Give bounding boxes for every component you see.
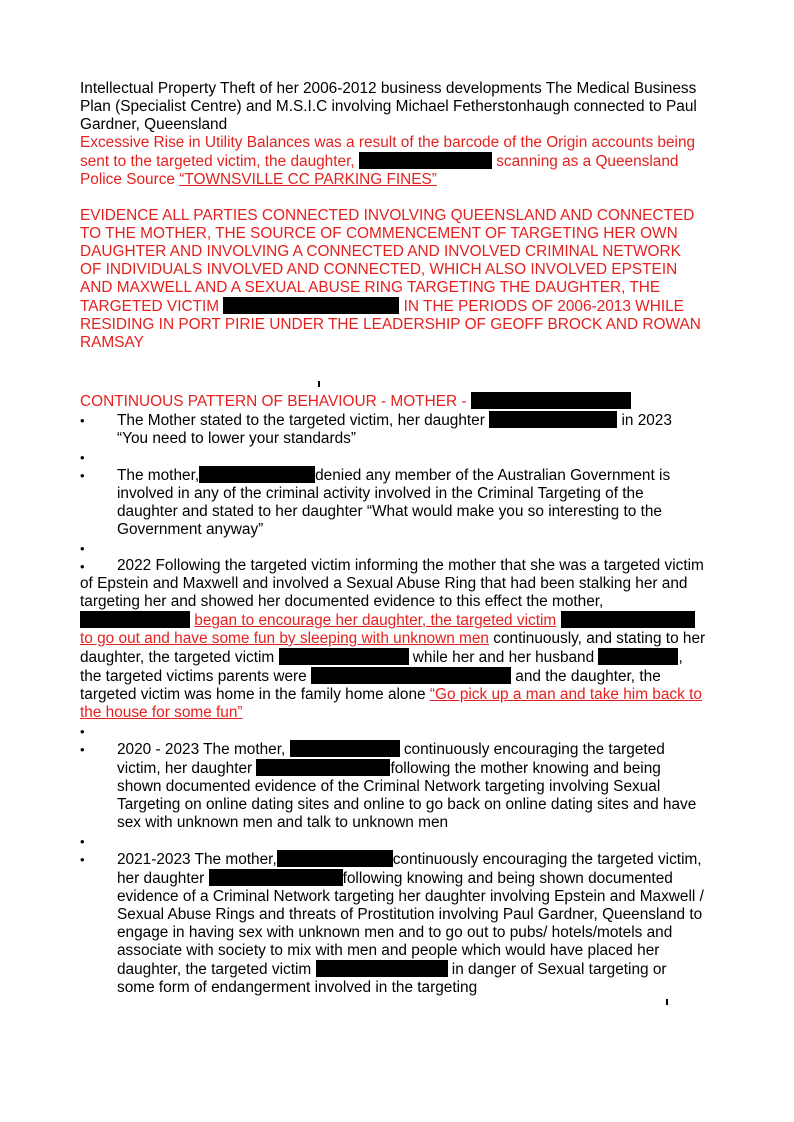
bullet3-text-f: , the targeted victims parents were	[80, 649, 683, 685]
redaction-box	[561, 611, 695, 628]
list-item	[80, 740, 706, 832]
list-item	[80, 466, 706, 539]
intro-heading: Intellectual Property Theft of her 2006-2012 business developments The Medical Business Plan (Specialist Centre) and M.S.I.C involving Michael Fetherstonhaugh connected to Paul Gardner, Queensland	[80, 80, 697, 133]
bullet5-text-c: following knowing and being shown documented evidence of a Criminal Network targeting her daughter involving Epstein and Maxwell / Sexual Abuse Rings and threats of Prostitution involving Paul Gardner, Queensland to engage in having sex with unknown men and to go out to pubs/ hotels/motels and associate with society to mix with men and people which would have placed her daughter, the targeted victim	[117, 870, 704, 978]
redaction-box	[199, 466, 315, 483]
bullet3-text-d: continuously, and stating to her daughter, the targeted victim	[80, 630, 706, 666]
redaction-box	[290, 740, 400, 757]
redaction-box	[359, 152, 492, 169]
bullet4-text-b: continuously encouraging the targeted victim, her daughter	[117, 741, 665, 777]
bullet3-text-b: began to encourage her daughter, the targeted victim	[194, 612, 557, 629]
redaction-box	[256, 759, 390, 776]
bullet1-text-a: The Mother stated to the targeted victim, her daughter	[117, 412, 485, 429]
redaction-box	[598, 648, 678, 665]
bullet2-text-b: denied any member of the Australian Government is involved in any of the criminal activity involved in the Criminal Targeting of the daughter and stated to her daughter “What would make you so interesting to the Government anyway”	[117, 467, 671, 538]
list-item	[80, 557, 706, 722]
evidence-text-b: IN THE PERIODS OF 2006-2013 WHILE RESIDING IN PORT PIRIE UNDER THE LEADERSHIP OF GEOFF BROCK AND ROWAN RAMSAY	[80, 298, 701, 351]
evidence-paragraph	[80, 207, 706, 352]
redaction-box	[316, 960, 448, 977]
bullet5-text-b: continuously encouraging the targeted victim, her daughter	[117, 851, 702, 887]
section-title	[80, 392, 706, 411]
list-item	[80, 411, 706, 448]
bullet5-text-a: 2021-2023 The mother,	[117, 851, 277, 868]
list-item	[80, 850, 706, 997]
list-spacer	[80, 448, 706, 466]
list-spacer	[80, 722, 706, 740]
redaction-box	[279, 648, 409, 665]
redaction-box	[277, 850, 393, 867]
bullet4-text-c: following the mother knowing and being shown documented evidence of the Criminal Network targeting involving Sexual Targeting on online dating sites and online to go back on online dating sites and have sex with unknown men and talk to unknown men	[117, 760, 697, 831]
document-page	[80, 80, 706, 997]
redaction-box	[209, 869, 343, 886]
bullet3-text-g: and the daughter, the targeted victim was home in the family home alone	[80, 668, 661, 703]
utility-text-a: Excessive Rise in Utility Balances was a result of the barcode of the Origin accounts being sent to the targeted victim, the daughter,	[80, 134, 696, 170]
utility-paragraph	[80, 134, 706, 189]
bullet3-text-c: to go out and have some fun by sleeping with unknown men	[80, 630, 489, 647]
stray-mark	[318, 381, 320, 387]
bullet3-text-a: 2022 Following the targeted victim informing the mother that she was a targeted victim of Epstein and Maxwell and involved a Sexual Abuse Ring that had been stalking her and targeting her and showed her documented evidence to this effect the mother,	[80, 557, 704, 610]
list-spacer	[80, 832, 706, 850]
stray-mark	[666, 999, 668, 1005]
bullet3-text-h: “Go pick up a man and take him back to the house for some fun”	[80, 686, 702, 721]
bullet1-text-b: in 2023 “You need to lower your standards”	[117, 412, 672, 447]
bullet4-text-a: 2020 - 2023 The mother,	[117, 741, 286, 758]
evidence-text-a: EVIDENCE ALL PARTIES CONNECTED INVOLVING QUEENSLAND AND CONNECTED TO THE MOTHER, THE SOURCE OF COMMENCEMENT OF TARGETING HER OWN DAUGHTER AND INVOLVING A CONNECTED AND INVOLVED CRIMINAL NETWORK OF INDIVIDUALS INVOLVED AND CONNECTED, WHICH ALSO INVOLVED EPSTEIN AND MAXWELL AND A SEXUAL ABUSE RING TARGETING THE DAUGHTER, THE TARGETED VICTIM	[80, 207, 695, 315]
redaction-box	[223, 297, 399, 314]
utility-text-b: scanning as a Queensland Police Source	[80, 153, 679, 188]
bullet5-text-d: in danger of Sexual targeting or some form of endangerment involved in the targeting	[117, 961, 667, 996]
redaction-box	[311, 667, 511, 684]
section-title-text: CONTINUOUS PATTERN OF BEHAVIOUR - MOTHER -	[80, 393, 467, 410]
list-spacer	[80, 539, 706, 557]
bullet3-text-e: while her and her husband	[412, 649, 595, 666]
behaviour-list	[80, 411, 706, 997]
parking-fines-link-text: “TOWNSVILLE CC PARKING FINES”	[179, 171, 437, 188]
redaction-box	[489, 411, 617, 428]
bullet2-text-a: The mother,	[117, 467, 200, 484]
redaction-box	[80, 611, 190, 628]
redaction-box	[471, 392, 631, 409]
